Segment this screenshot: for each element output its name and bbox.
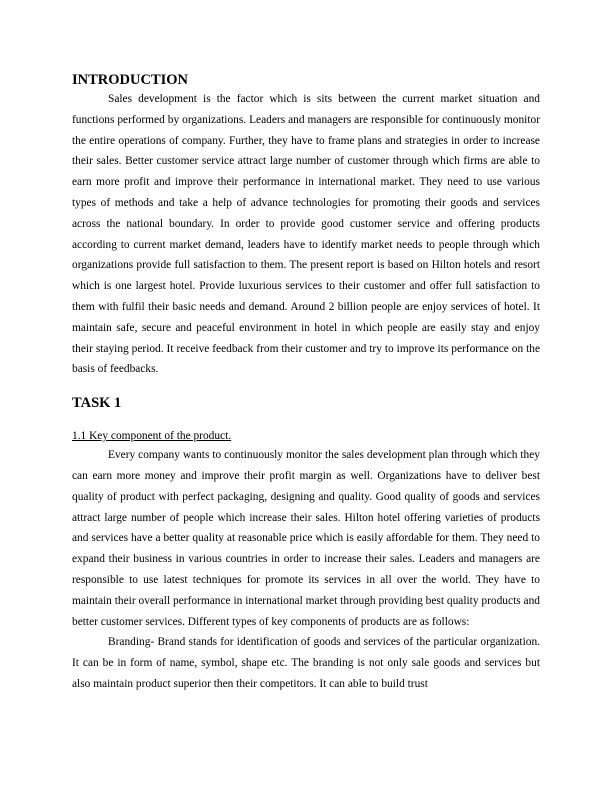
task1-paragraph-branding: Branding- Brand stands for identification of goods and services of the particular organization. It can be in form of name, symbol, shape etc. The branding is not only sale goods and services but also maintain product superior then their competitors. It can able to build trust <box>72 636 540 690</box>
document-page <box>72 71 540 695</box>
task1-paragraph-1: Every company wants to continuously monitor the sales development plan through which they can earn more money and improve their profit margin as well. Organizations have to deliver best quality of product with perfect packaging, designing and quality. Good quality of goods and services attract large number of people which increase their sales. Hilton hotel offering varieties of products and services have a better quality at reasonable price which is easily affordable for them. They need to expand their business in various countries in order to increase their sales. Leaders and managers are responsible to use latest techniques for promote its services in all over the world. They have to maintain their overall performance in international market through providing best quality products and better customer services. Different types of key components of products are as follows: <box>72 449 540 628</box>
task1-subheading: 1.1 Key component of the product. <box>72 430 232 443</box>
introduction-paragraph: Sales development is the factor which is sits between the current market situation and functions performed by organizations. Leaders and managers are responsible for continuously monitor the entire operations of company. Further, they have to frame plans and strategies in order to increase their sales. Better customer service attract large number of customer through which firms are able to earn more profit and improve their performance in international market. They need to use various types of methods and take a help of advance technologies for promoting their goods and services across the national boundary. In order to provide good customer service and offering products according to current market demand, leaders have to identify market needs to people through which organizations provide full satisfaction to them. The present report is based on Hilton hotels and resort which is one largest hotel. Provide luxurious services to their customer and offer full satisfaction to them with fulfil their basic needs and demand. Around 2 billion people are enjoy services of hotel. It maintain safe, secure and peaceful environment in hotel in which people are easily stay and enjoy their staying period. It receive feedback from their customer and try to improve its performance on the basis of feedbacks. <box>72 93 540 376</box>
task1-heading: TASK 1 <box>72 395 122 412</box>
introduction-heading: INTRODUCTION <box>72 72 189 88</box>
